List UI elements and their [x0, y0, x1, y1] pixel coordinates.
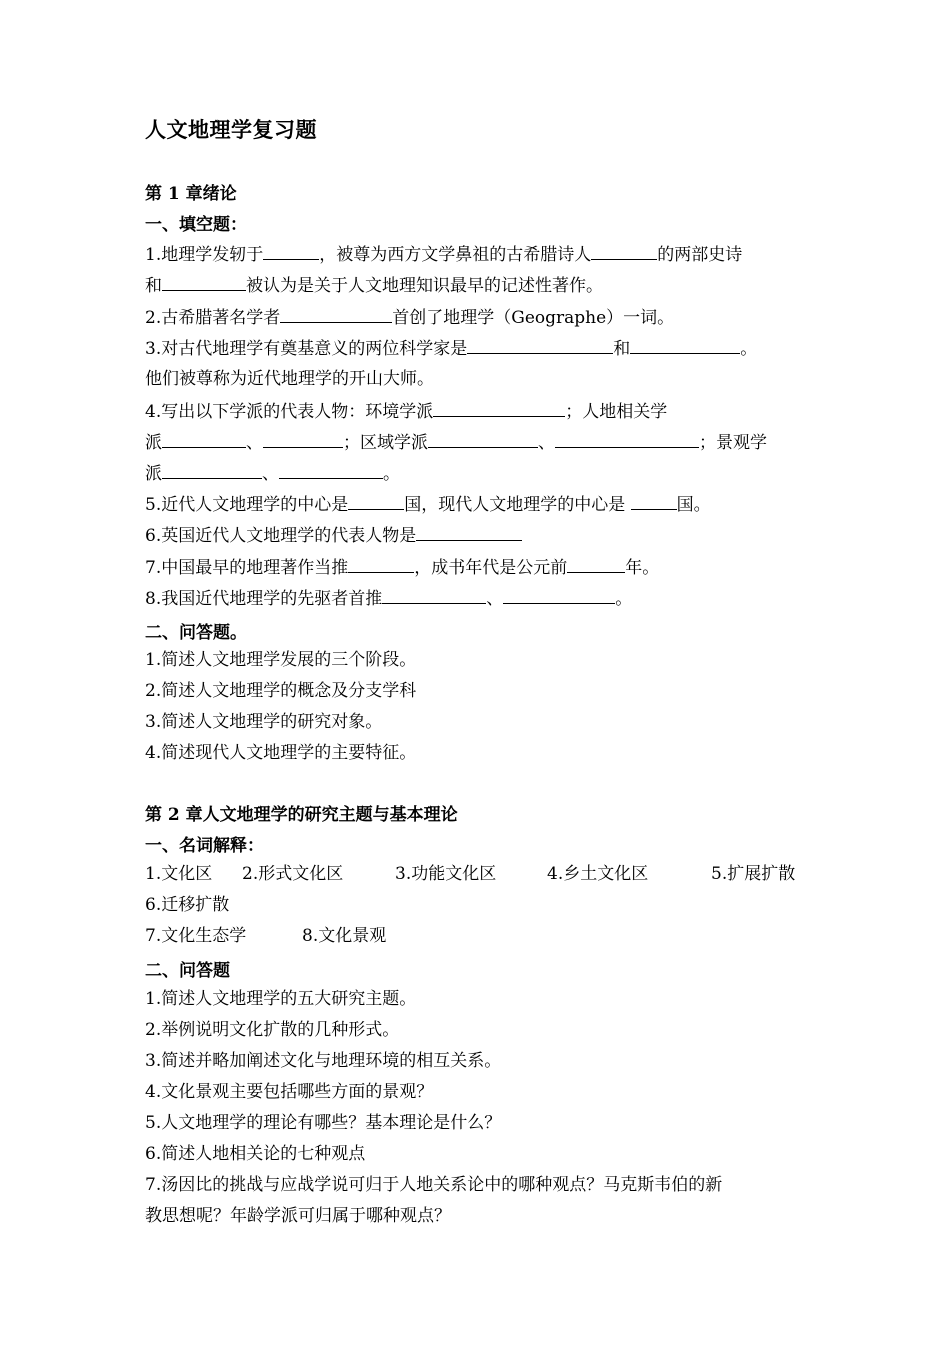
question-1-line-1: [145, 242, 810, 267]
question-text: 。: [615, 589, 633, 609]
question-text: 。: [383, 464, 400, 484]
question-text: ；人地相关学: [565, 402, 668, 422]
question-text: 3.对古代地理学有奠基意义的两位科学家是: [145, 339, 468, 359]
answer-blank[interactable]: [280, 305, 392, 323]
answer-blank[interactable]: [631, 492, 677, 510]
list-item: 3.简述并略加阐述文化与地理环境的相互关系。: [145, 1051, 502, 1071]
question-4-line-1: [145, 399, 810, 424]
question-6: [145, 523, 810, 548]
term-item: 3.功能文化区: [395, 864, 497, 884]
list-item: 7.汤因比的挑战与应战学说可归于人地关系论中的哪种观点？马克斯韦伯的新: [145, 1175, 723, 1195]
question-5: [145, 492, 810, 517]
chapter-2-heading: 第 2 章人文地理学的研究主题与基本理论: [145, 805, 458, 825]
term-item: 2.形式文化区: [242, 864, 344, 884]
list-item: 6.简述人地相关论的七种观点: [145, 1144, 366, 1164]
term-item: 1.文化区: [145, 864, 213, 884]
answer-blank[interactable]: [263, 242, 319, 260]
question-text: 、: [486, 589, 504, 609]
question-1-line-2: [145, 273, 810, 298]
question-text: 被认为是关于人文地理知识最早的记述性著作。: [246, 276, 603, 296]
answer-blank[interactable]: [503, 586, 615, 604]
short-answer-heading: 二、问答题: [145, 961, 230, 981]
question-3-line-2: 他们被尊称为近代地理学的开山大师。: [145, 369, 434, 389]
question-text: 派: [145, 433, 162, 453]
term-item: 8.文化景观: [302, 926, 387, 946]
question-text: 和: [145, 276, 162, 296]
question-text: 、: [538, 433, 555, 453]
question-text: ，被尊为西方文学鼻祖的古希腊诗人: [319, 245, 592, 265]
list-item: 1.简述人文地理学发展的三个阶段。: [145, 650, 417, 670]
answer-blank[interactable]: [162, 273, 246, 291]
document-title: 人文地理学复习题: [145, 117, 317, 142]
term-item: 5.扩展扩散: [711, 864, 796, 884]
short-answer-heading: 二、问答题。: [145, 623, 247, 643]
term-definition-heading: 一、名词解释：: [145, 836, 264, 856]
answer-blank[interactable]: [382, 586, 486, 604]
question-text: 、: [246, 433, 263, 453]
list-item: 2.简述人文地理学的概念及分支学科: [145, 681, 417, 701]
question-text: 国，现代人文地理学的中心是: [404, 495, 626, 515]
question-text: 2.古希腊著名学者: [145, 308, 281, 328]
list-item: 3.简述人文地理学的研究对象。: [145, 712, 383, 732]
question-4-line-2: [145, 430, 810, 455]
question-8: [145, 586, 810, 611]
term-item: 7.文化生态学: [145, 926, 247, 946]
answer-blank[interactable]: [279, 461, 383, 479]
answer-blank[interactable]: [567, 555, 625, 573]
question-3-line-1: [145, 336, 810, 361]
question-text: ；区域学派: [343, 433, 428, 453]
question-2: [145, 305, 810, 330]
answer-blank[interactable]: [162, 430, 246, 448]
question-text: ；景观学: [699, 433, 767, 453]
answer-blank[interactable]: [428, 430, 538, 448]
list-item: 5.人文地理学的理论有哪些？基本理论是什么？: [145, 1113, 502, 1133]
answer-blank[interactable]: [416, 523, 522, 541]
question-text: 、: [262, 464, 279, 484]
question-text: 和: [613, 339, 631, 359]
answer-blank[interactable]: [467, 336, 613, 354]
question-text: 年。: [625, 558, 660, 578]
chapter-1-heading: 第 1 章绪论: [145, 184, 237, 204]
answer-blank[interactable]: [162, 461, 262, 479]
question-text: 首创了地理学（Geographe）一词。: [392, 308, 675, 328]
question-text: 派: [145, 464, 162, 484]
question-text: 5.近代人文地理学的中心是: [145, 495, 349, 515]
question-text: 。: [740, 339, 758, 359]
answer-blank[interactable]: [555, 430, 699, 448]
question-text: 7.中国最早的地理著作当推: [145, 558, 349, 578]
answer-blank[interactable]: [433, 399, 565, 417]
terms-row-2: 6.迁移扩散: [145, 895, 230, 915]
question-text: 8.我国近代地理学的先驱者首推: [145, 589, 383, 609]
question-text: 4.写出以下学派的代表人物：环境学派: [145, 402, 434, 422]
question-text: 国。: [676, 495, 711, 515]
answer-blank[interactable]: [348, 492, 404, 510]
answer-blank[interactable]: [591, 242, 657, 260]
list-item: 1.简述人文地理学的五大研究主题。: [145, 989, 417, 1009]
question-text: 的两部史诗: [657, 245, 743, 265]
fill-in-heading: 一、填空题：: [145, 215, 247, 235]
question-text: 6.英国近代人文地理学的代表人物是: [145, 526, 417, 546]
answer-blank[interactable]: [630, 336, 740, 354]
answer-blank[interactable]: [348, 555, 414, 573]
question-text: ，成书年代是公元前: [414, 558, 568, 578]
list-item: 4.简述现代人文地理学的主要特征。: [145, 743, 417, 763]
question-text: 1.地理学发轫于: [145, 245, 264, 265]
list-item: 4.文化景观主要包括哪些方面的景观？: [145, 1082, 434, 1102]
term-item: 4.乡土文化区: [547, 864, 649, 884]
question-7: [145, 555, 810, 580]
list-item: 2.举例说明文化扩散的几种形式。: [145, 1020, 400, 1040]
question-4-line-3: [145, 461, 810, 486]
list-item: 教思想呢？年龄学派可归属于哪种观点？: [145, 1206, 451, 1226]
answer-blank[interactable]: [263, 430, 343, 448]
